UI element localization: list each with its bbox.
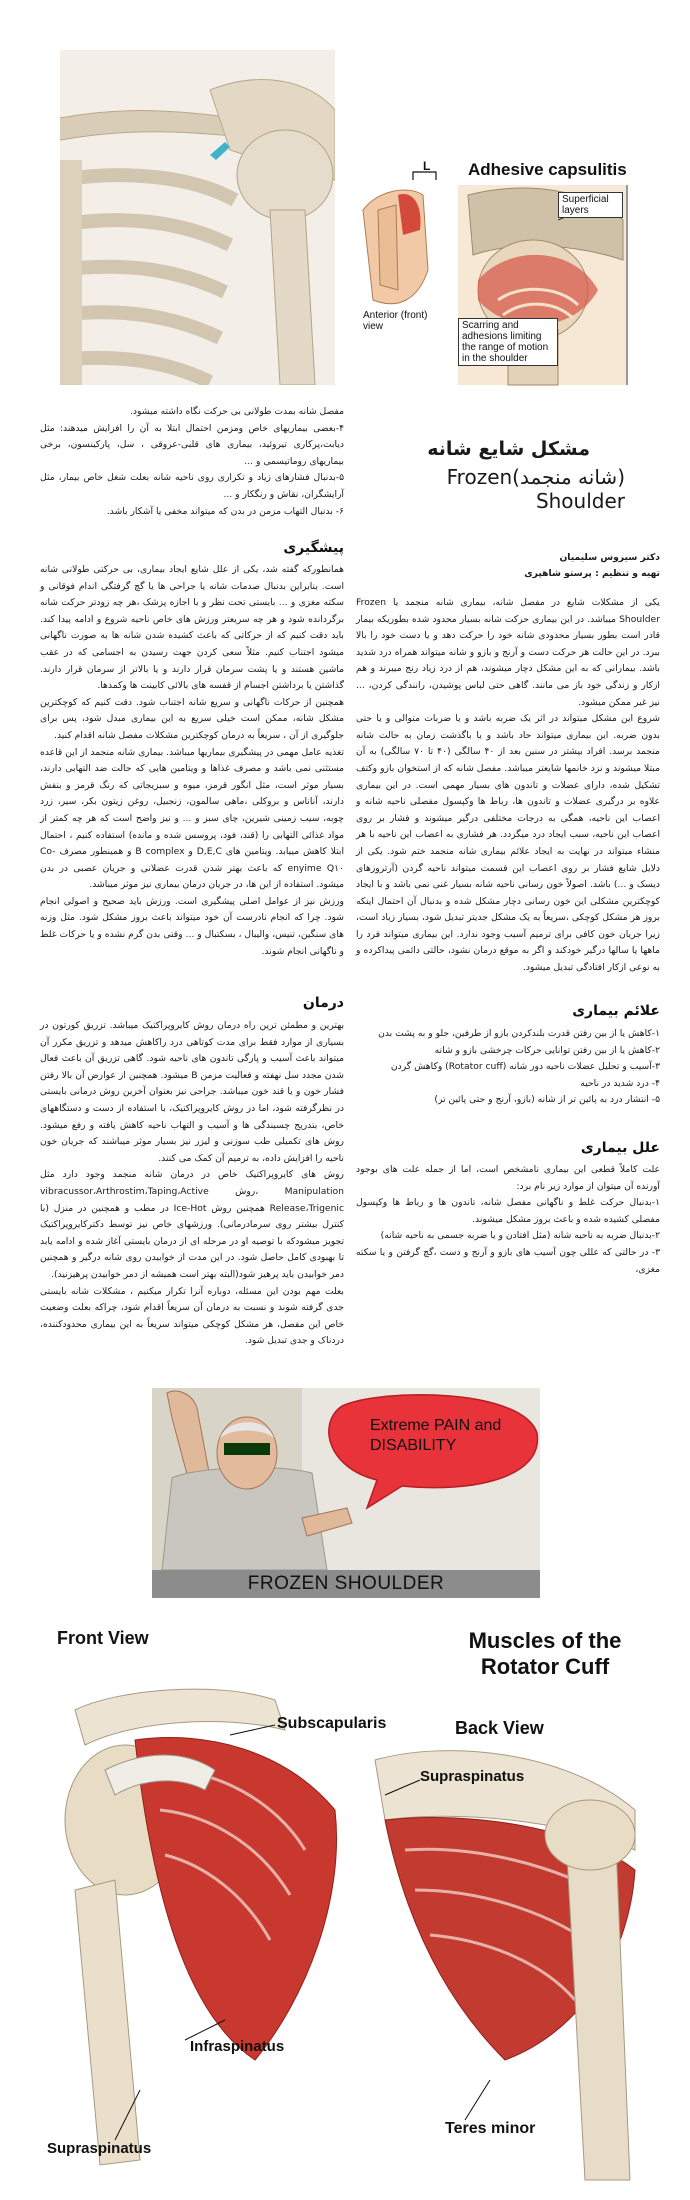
symptoms-list (356, 1026, 660, 1109)
causes-heading: علل بیماری (580, 1140, 660, 1156)
frozen-shoulder-photo (152, 1388, 540, 1598)
author-name: دکتر سیروس سلیمیان (559, 552, 660, 563)
subscapularis-label: Subscapularis (277, 1715, 387, 1732)
supraspinatus-front-label: Supraspinatus (47, 2140, 152, 2157)
shoulder-skeleton-illustration (60, 50, 335, 385)
symptom-item: ۵- انتشار درد به پائین تر از شانه (بازو، آرنج و حتی پائین تر) (434, 1094, 660, 1106)
treatment-paragraph: روش های کایروپراکتیک خاص در درمان شانه منجمد وجود دارد مثل Manipulation ،روش vibracussor،Arthrostim،Taping،Active Release،Trigenic همچنین روش Ice-Hot در مطب و همچنین در منزل (با کنترل بیشتر روی سرمادرمانی). ورزشهای خاص نیز توسط دکترکایروپراکتیک تجویز میشودکه با توصیه او در مرحله ای از درمان بایستی آغاز شده و ادامه یابد تا بهبودی کامل حاصل شود. در این مدت از خوابیدن روی شانه درگیر و همچنین دمر خوابیدن باید پرهیز شود(البته بهتر است همیشه از دمر خوابیدن پرهیزنید). (40, 1169, 345, 1280)
symptom-item: ۴- درد شدید در ناحیه (580, 1077, 660, 1089)
prevention-paragraph: تغذیه عامل مهمی در پیشگیری بیماریها میباشد. بیماری شانه منجمد از این قاعده مستثنی نمی باشد و مصرف غذاها و ویتامین هایی که حالت ضد التهابی دارند، بسیار موثر است، مثل انگور قرمز، میوه و سبزیجاتی که رنگ قرمز و بنفش دارند، آناناس و بروکلی ،ماهی سالمون، زنجبیل، روغن زیتون بکر، سیر، زرد چوبه، سیب زمینی شیرین، چای سبز و ... و نیز واضح است که هر چه کمتر از مواد غذائی التهابی را (قند، فود، پروسس شده و مانده) استفاده کنیم ، احتمال ابتلا کاهش مییابد. ویتامین های D,E,C و B complex و همینطور مصرف Co-enyime Q۱۰ که باعث بهتر شدن قدرت عضلانی و جریان عصبی در بدن میشود. استفاده از این ها، در جریان درمان بیماری نیز موثر میباشد. (40, 746, 344, 891)
cause-item: ۲-بدنبال ضربه به ناحیه شانه (مثل افتادن و یا ضربه جسمی به ناحیه شانه) (380, 1230, 660, 1242)
infraspinatus-label: Infraspinatus (190, 2038, 285, 2055)
back-view-label: Back View (455, 1718, 544, 1738)
cause-item-5: ۵-بدنبال فشارهای زیاد و تکراری روی ناحیه شانه بعلت شغل خاص بیمار، مثل آرایشگران، نقاش و رنگکار و ... (40, 472, 344, 500)
left-column-continuation (40, 404, 344, 520)
author-block (360, 550, 660, 582)
article-title-english: (شانه منجمد)Frozen Shoulder (446, 465, 625, 513)
symptom-item: ۱-کاهش یا از بین رفتن قدرت بلندکردن بازو از طرفین، جلو و به پشت بدن (378, 1028, 660, 1039)
frozen-shoulder-caption: FROZEN SHOULDER (152, 1570, 540, 1598)
intro-section (356, 595, 660, 977)
cause-item: ۳- در حالتی که عللی چون آسیب های بازو و آرنج و دست ،گچ گرفتن و یا سکته مغزی، (356, 1246, 660, 1275)
rotator-title-line1: Muscles of the (468, 1628, 622, 1653)
superficial-layers-label: Superficial layers (558, 192, 623, 218)
adhesive-title: Adhesive capsulitis (468, 160, 627, 179)
treatment-paragraph: بعلت مهم بودن این مسئله، دوباره آنرا تکرار میکنیم ، مشکلات شانه بایستی جدی گرفته شوند و نسبت به درمان آن سریعاً اقدام شود، چراکه بعلت وضعیت خاص این مفصل، هر مشکل کوچکی میتواند سریعاً به این بیماری محدودکننده، دردناک و جدی تبدیل شود. (40, 1285, 344, 1347)
cause-item-6: ۶- بدنبال التهاب مزمن در بدن که میتواند مخفی یا آشکار باشد. (106, 505, 344, 517)
rotator-title-line2: Rotator Cuff (480, 1654, 610, 1679)
causes-section (356, 1162, 660, 1278)
cause-item: ۱-بدنبال حرکت غلط و ناگهانی مفصل شانه، تاندون ها و رباط ها وکپسول مفصلی کشیده شده و باعث بروز مشکل میشوند. (356, 1197, 660, 1225)
article-title-persian: مشکل شایع شانه (427, 438, 590, 460)
intro-paragraph: یکی از مشکلات شایع در مفصل شانه، بیماری شانه منجمد یا Frozen Shoulder میباشد. در این بیماری حرکت شانه بسیار محدود شده بطوریکه بیمار قادر است بطور بسیار محدودی شانه خود را حرکت دهد و یا دست خود را بالا ببرد. در این حالت هر حرکت دست و آرنج و بازو و شانه میتواند همراه درد شدید باشد. بیمارانی که به این مشکل دچار میشوند، هم از درد زیاد رنج میبرند و هم ازکار و زندگی خود باز می مانند. گاهی حتی لباس پوشیدن، رانندگی کردن، ... نیز غیر ممکن میشود. (356, 597, 660, 708)
treatment-paragraph: بهترین و مطمئن ترین راه درمان روش کایروپراکتیک میباشد. تزریق کورتون در بسیاری از موارد فقط برای مدت کوتاهی درد راکاهش میدهد و تزریق مکرر آن میتواند باعث آسیب و پارگی تاندون های ناحیه شود. گاهی تزریق آن باعث فعال شدن مجدد سل نهفته و فعالیت مزمن B میشود. همچنین از عوارض آن بالا رفتن فشار خون و یا قند خون میباشد. جراحی نیز بعنوان آخرین روش درمانی بایستی در نظرگرفته شود، اما در روش کایروپراکتیک، با استفاده از دست و دستگاههای خاص، بتدریج چسبندگی ها و آسیب و التهاب ناحیه کاهش یافته و رفع میشود. روش های تکمیلی طب سوزنی و لیزر نیز بسیار موثر میباشند که جریان خون ناحیه را افزایش داده، به ترمیم آن کمک می کنند. (40, 1020, 344, 1164)
prevention-paragraph: همانطورکه گفته شد، یکی از علل شایع ایجاد بیماری، بی حرکتی طولانی شانه است. بنابراین بدنبال صدمات شانه یا جراحی ها یا گچ گرفتگی اندام فوقانی و سکته مغزی و ... بایستی تحت نظر و با اجازه پزشک ،هر چه زودتر حرکت شانه برگردانده شود و هر چه سریعتر ورزش های خاص ناحیه شروع و ادامه پیدا کند. باید دقت کنیم که از حرکاتی که باعث کشیده شدن شانه ها به صورت ناگهانی میشود اجتناب کنیم. مثلاً سعی کردن جهت رسیدن به اجسامی که در عقب ماشین هستند و یا پشت سرمان قرار دارند و یا بالاتر از سرمان قرار دارند. گذاشتن یا برداشتن اجسام از قفسه های بالائی کابینت ها وکمدها. (40, 564, 344, 692)
prevention-paragraph: همچنین از حرکات ناگهانی و سریع شانه اجتناب شود. دقت کنیم که کوچکترین مشکل شانه، ممکن است خیلی سریع به این بیماری مبدل شود، پس برای جلوگیری از آن ، سریعاً به درمان کوچکترین مشکلات مفصل شانه اقدام کنید. (40, 696, 344, 741)
symptoms-heading: علائم بیماری (572, 1003, 660, 1019)
rotator-cuff-title (445, 1628, 645, 1680)
skeleton-svg (60, 50, 335, 385)
front-view-label: Front View (57, 1628, 149, 1648)
editor-name: تهیه و تنظیم : پرستو شاهپری (524, 568, 660, 579)
supraspinatus-back-label: Supraspinatus (420, 1768, 525, 1785)
l-marker-label: L (423, 159, 431, 173)
prevention-heading: پیشگیری (283, 540, 344, 556)
rotator-cuff-illustration (45, 1620, 655, 2185)
symptom-item: ۲-کاهش یا از بین رفتن توانایی حرکات چرخشی بازو و شانه (434, 1044, 660, 1056)
adhesive-capsulitis-illustration (358, 150, 628, 390)
teres-minor-label: Teres minor (445, 2120, 536, 2137)
pain-disability-bubble: Extreme PAIN and DISABILITY (370, 1417, 502, 1454)
prevention-section (40, 562, 344, 960)
causes-continuation: مفصل شانه بمدت طولانی بی حرکت نگاه داشته میشود. (130, 406, 344, 417)
cause-item-4: ۴-بعضی بیماریهای خاص ومزمن احتمال ابتلا به آن را افزایش میدهند: مثل دیابت،پرکاری تیروئید، بیماری های قلبی-عروقی ، سل، پارکینسون، برخی بیماریهای روماتیسمی و ... (40, 422, 344, 467)
intro-paragraph: شروع این مشکل میتواند در اثر یک ضربه باشد و یا ضربات متوالی و یا حتی بدون ضربه. این بیماری میتواند حاد باشد و یا باگذشت زمان به حالت شانه منجمد برسد. افراد بیشتر در سنین بعد از ۴۰ سالگی (۴۰ تا ۷۰ سالگی) به آن مبتلا میشوند و نزد خانمها شایعتر میباشد. مفصل شانه که از استخوان بازو وکتف تشکیل شده، دارای عضلات و تاندون های بسیار مهمی است. در این بیماری علاوه بر درگیری عضلات و تاندون ها، رباط ها وکپسول مفصلی ناحیه شانه و اعصاب این ناحیه، همگی به درجات مختلفی درگیر میشوند و فشار بر روی اعصاب این ناحیه، سبب ایجاد درد میگردد. هر فشاری به اعصاب این ناحیه با هر منشاء میتواند در نهایت به ایجاد علائم بیماری شانه منجمد ختم شود. یکی از دلایل شایع فشار بر روی اعصاب این قسمت میتواند ناحیه گردن (آرتروزهای دیسک و ...) باشد. اصولاً خون رسانی ناحیه شانه بسیار غنی نمی باشد و با ایجاد کوچکترین مشکلی این خون رسانی دچار مشکل شده و بدنبال آن احتمال اینکه بروز هر مشکل کوچکی ،سریعاً به یک مشکل جدیتر تبدیل شود، بسیار زیاد است، زیرا جریان خون کافی برای ترمیم آسیب وجود ندارد. این بیماری میتواند فرد را ماهها یا سالها درگیر خودکند و اگر به موقع درمان نشود، حالتی دائمی پیداکرده و به نوعی ازکار افتادگی تبدیل میشود. (356, 713, 660, 974)
symptom-item: ۳-آسیب و تحلیل عضلات ناحیه دور شانه (Rotator cuff) وکاهش گردن (390, 1061, 660, 1073)
treatment-heading: درمان (302, 995, 344, 1011)
anterior-view-label: Anterior (front) view (363, 310, 428, 332)
prevention-paragraph: ورزش نیز از عوامل اصلی پیشگیری است. ورزش باید صحیح و اصولی انجام شود. چرا که انجام نادرست آن خود میتواند باعث بروز مشکل شود. مثل وزنه های سنگین، تنیس، والیبال ، بسکتبال و ... وقتی بدن گرم نشده و یا حرکات غلط و ناگهانی انجام شوند. (40, 895, 344, 957)
scarring-label: Scarring and adhesions limiting the range of motion in the shoulder (458, 318, 558, 366)
rotator-svg (45, 1620, 655, 2185)
treatment-section (40, 1018, 344, 1350)
causes-intro: علت کاملاً قطعی این بیماری نامشخص است، اما از جمله علت های بوجود آورنده آن میتوان از موارد زیر نام برد: (356, 1164, 660, 1192)
